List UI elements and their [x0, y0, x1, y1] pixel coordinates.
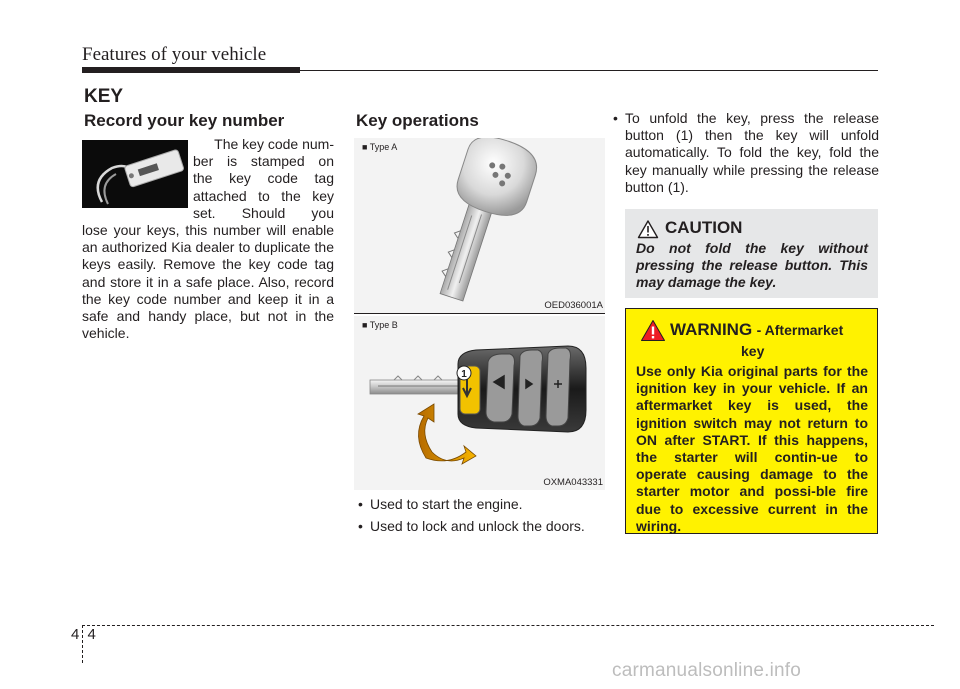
key-tag-photo: [82, 140, 188, 208]
record-heading: Record your key number: [84, 111, 285, 130]
footer-rule: [82, 625, 934, 626]
record-wrap-line: The key code num-: [214, 136, 334, 152]
figure-separator: [354, 313, 605, 314]
figure-type-b-label: ■ Type B: [362, 320, 398, 330]
header-bar: [82, 67, 300, 73]
operations-bullet-list: [358, 496, 608, 540]
warning-heading: [670, 320, 870, 340]
record-wrap-line: attached to the key: [193, 187, 334, 204]
caution-title: CAUTION: [665, 218, 743, 237]
figure-type-a-label: ■ Type A: [362, 142, 398, 152]
figure-type-a: [354, 138, 605, 313]
section-title: KEY: [84, 86, 124, 107]
key-tag-icon: [82, 140, 188, 208]
operations-heading: Key operations: [356, 111, 479, 130]
record-wrap-line: ber is stamped on: [193, 153, 334, 170]
warning-triangle-icon: [640, 319, 666, 342]
warning-box: [625, 308, 878, 534]
page-number-text: 4 4: [71, 626, 98, 643]
unfold-bullet-list: [613, 110, 879, 196]
list-item: • Used to lock and unlock the doors.: [358, 518, 608, 534]
release-button-callout: 1: [461, 369, 467, 380]
record-body-text: lose your keys, this number will enable an authorized Kia dealer to duplicate the keys easily. Remove the key code tag and store it in a safe place. Also, record the key code number and keep it in a safe and handy place, but not in the vehicle.: [82, 222, 334, 342]
warning-title: WARNING: [670, 320, 753, 339]
caution-triangle-icon: [637, 219, 659, 239]
caution-text: Do not fold the key without pressing the release button. This may damage the key.: [636, 240, 868, 290]
warning-text: Use only Kia original parts for the ignition key in your vehicle. If an aftermarket key is used, the ignition switch may not return to ON after START. If this happens, the starter will contin-ue to operate causing damage to the starter motor and possi-ble fire due to excessive current in the wiring.: [636, 363, 868, 534]
record-wrap-text: [193, 136, 334, 222]
smart-key-blade-icon: [354, 138, 605, 313]
folding-key-icon: [354, 316, 605, 490]
caution-box: [625, 209, 878, 298]
list-item: • To unfold the key, press the release button (1) then the key will unfold automatically. To fold the key, fold the key manually while pressing the release button (1).: [613, 110, 879, 196]
warning-subtitle: - Aftermarket: [756, 322, 844, 338]
figure-type-b-code: OXMA043331: [543, 477, 603, 488]
record-wrap-line: the key code tag: [193, 170, 334, 187]
header-rule: [300, 70, 878, 71]
page-header-title: Features of your vehicle: [82, 44, 267, 65]
record-wrap-line: set. Should you: [193, 204, 334, 221]
figure-type-a-code: OED036001A: [544, 300, 603, 311]
watermark: carmanualsonline.info: [612, 660, 802, 681]
warning-subtitle-2: key: [741, 343, 765, 359]
figure-type-b: [354, 316, 605, 490]
page-number: [71, 626, 98, 643]
list-item: • Used to start the engine.: [358, 496, 608, 512]
